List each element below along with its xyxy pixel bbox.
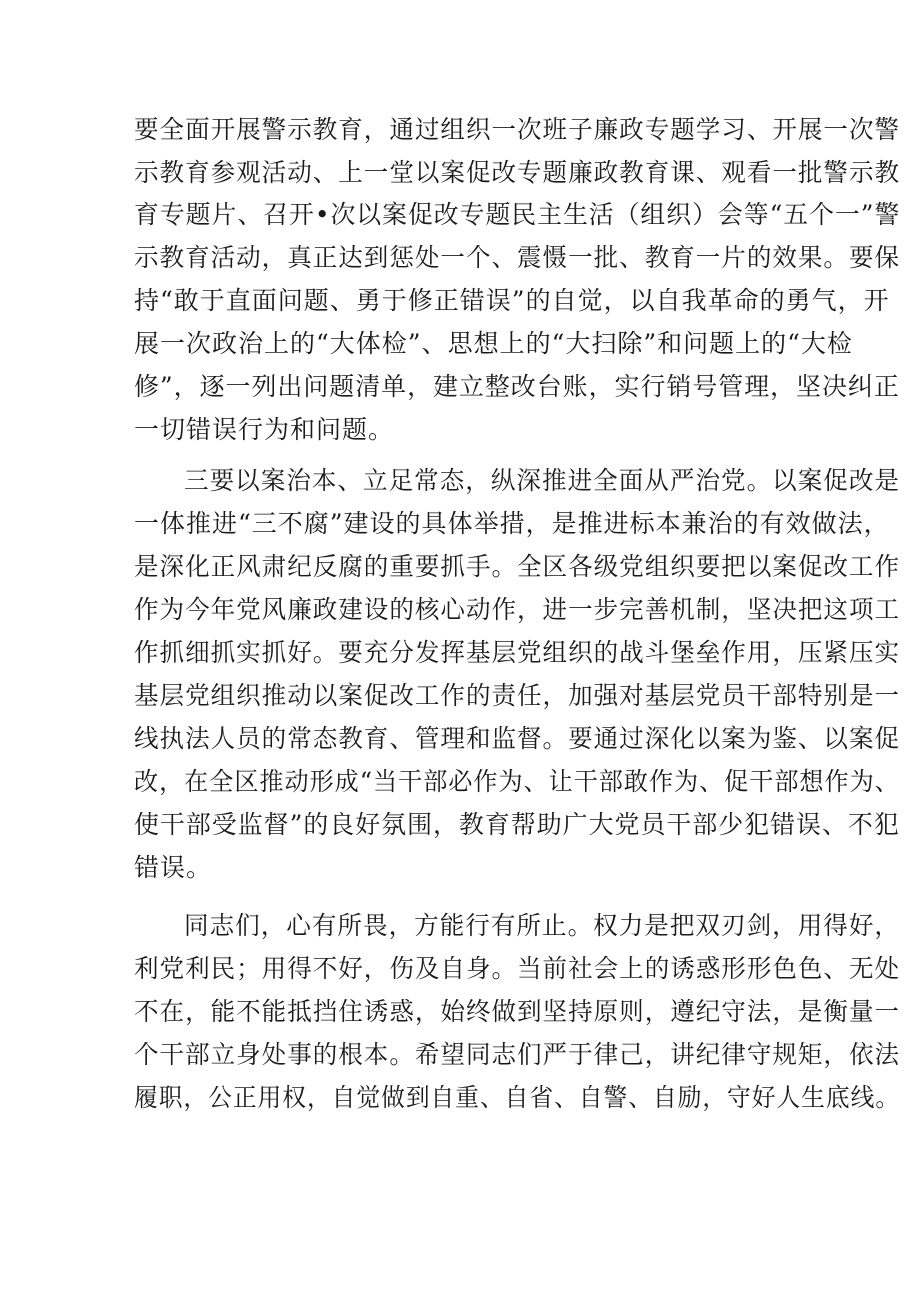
- paragraph-1-line-2: 示教育参观活动、上一堂以案促改专题廉政教育课、观看一批警示教: [134, 158, 901, 187]
- paragraph-1-line-5: 持“敢于直面问题、勇于修正错误”的自觉，以自我革命的勇气，开: [134, 286, 890, 315]
- paragraph-2-line-5: 作抓细抓实抓好。要充分发挥基层党组织的战斗堡垒作用，压紧压实: [134, 638, 901, 667]
- paragraph-3-line-5: 履职，公正用权，自觉做到自重、自省、自警、自励，守好人生底线。: [134, 1083, 901, 1112]
- paragraph-2-line-10: 错误。: [134, 853, 213, 882]
- paragraph-1-line-1: 要全面开展警示教育，通过组织一次班子廉政专题学习、开展一次警: [134, 115, 901, 144]
- paragraph-1-line-6: 展一次政治上的“大体检”、思想上的“大扫除”和问题上的“大检: [134, 329, 853, 358]
- paragraph-2-line-9: 使干部受监督”的良好氛围，教育帮助广大党员干部少犯错误、不犯: [134, 810, 900, 839]
- paragraph-2-line-8: 改，在全区推动形成“当干部必作为、让干部敢作为、促干部想作为、: [134, 767, 900, 796]
- paragraph-2-line-7: 线执法人员的常态教育、管理和监督。要通过深化以案为鉴、以案促: [134, 724, 901, 753]
- paragraph-2-line-6: 基层党组织推动以案促改工作的责任，加强对基层党员干部特别是一: [134, 681, 901, 710]
- paragraph-2-line-4: 作为今年党风廉政建设的核心动作，进一步完善机制，坚决把这项工: [134, 595, 901, 624]
- paragraph-1-line-3: 育专题片、召开•次以案促改专题民主生活（组织）会等“五个一”警: [134, 200, 901, 229]
- paragraph-3-line-4: 个干部立身处事的根本。希望同志们严于律己，讲纪律守规矩，依法: [134, 1040, 901, 1069]
- paragraph-1-line-7: 修”，逐一列出问题清单，建立整改台账，实行销号管理，坚决纠正: [134, 372, 900, 401]
- paragraph-3-line-2: 利党利民；用得不好，伤及自身。当前社会上的诱惑形形色色、无处: [134, 954, 901, 983]
- paragraph-1-line-4: 示教育活动，真正达到惩处一个、震慑一批、教育一片的效果。要保: [134, 243, 901, 272]
- paragraph-3-line-3: 不在，能不能抵挡住诱惑，始终做到坚持原则，遵纪守法，是衡量一: [134, 997, 901, 1026]
- paragraph-2-line-1: 三要以案治本、立足常态，纵深推进全面从严治党。以案促改是: [184, 466, 901, 495]
- paragraph-3-line-1: 同志们，心有所畏，方能行有所止。权力是把双刃剑，用得好，: [184, 911, 901, 940]
- paragraph-1-line-8: 一切错误行为和问题。: [134, 415, 395, 444]
- paragraph-2-line-3: 是深化正风肃纪反腐的重要抓手。全区各级党组织要把以案促改工作: [134, 552, 901, 581]
- paragraph-2-line-2: 一体推进“三不腐”建设的具体举措，是推进标本兼治的有效做法，: [134, 509, 890, 538]
